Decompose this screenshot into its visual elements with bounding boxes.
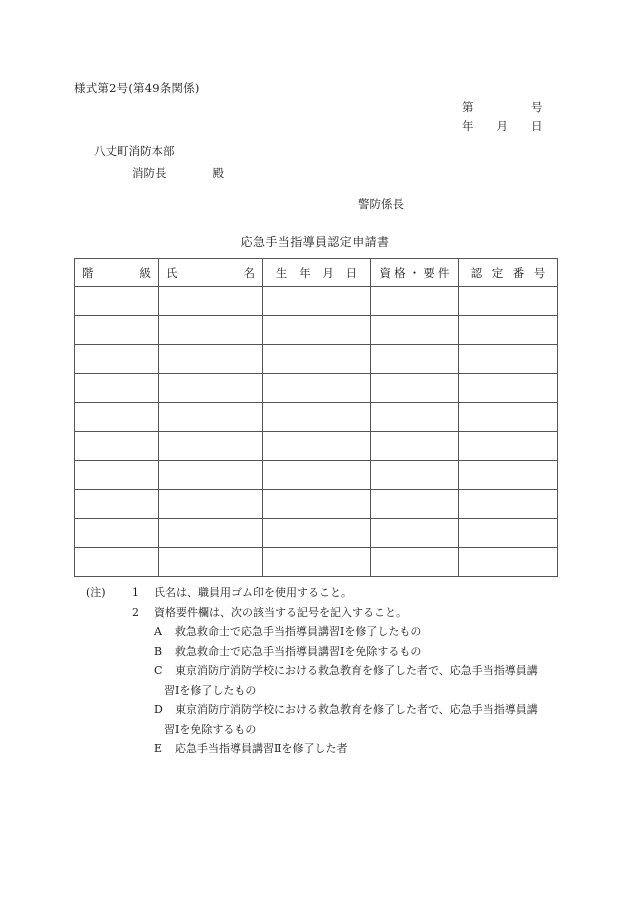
table-row bbox=[75, 490, 558, 519]
table-cell-name[interactable] bbox=[159, 519, 263, 548]
table-cell-name[interactable] bbox=[159, 374, 263, 403]
qualification-option-b bbox=[154, 642, 586, 662]
table-cell-name[interactable] bbox=[159, 490, 263, 519]
table-cell-certnumber[interactable] bbox=[459, 374, 558, 403]
addressee-block bbox=[94, 140, 224, 184]
notes-marker: (注) bbox=[86, 586, 106, 599]
table-header-rank bbox=[75, 259, 159, 287]
table-cell-name[interactable] bbox=[159, 432, 263, 461]
table-cell-name[interactable] bbox=[159, 345, 263, 374]
table-cell-rank[interactable] bbox=[75, 461, 159, 490]
table-row bbox=[75, 403, 558, 432]
header-char: 名 bbox=[243, 265, 255, 280]
header-cell-qualification-inner bbox=[371, 265, 458, 281]
header-char: ・ bbox=[408, 265, 421, 280]
header-char: 階 bbox=[82, 265, 94, 280]
option-text: 応急手当指導員講習Ⅱを修了した者 bbox=[175, 742, 348, 755]
option-text: 救急救命士で応急手当指導員講習Ⅰを免除するもの bbox=[175, 644, 422, 658]
table-cell-certnumber[interactable] bbox=[459, 548, 558, 577]
qualification-option-a bbox=[154, 622, 586, 642]
applicant-title: 警防係長 bbox=[358, 197, 404, 211]
option-text-continuation: 習Ⅰを修了したもの bbox=[164, 683, 257, 697]
header-char: 級 bbox=[139, 265, 151, 280]
page-title: 応急手当指導員認定申請書 bbox=[240, 235, 390, 249]
header-cell-rank-inner bbox=[75, 265, 158, 281]
option-letter: C bbox=[154, 664, 163, 677]
table-row bbox=[75, 548, 558, 577]
table-cell-birthdate[interactable] bbox=[263, 461, 371, 490]
table-cell-qualification[interactable] bbox=[371, 490, 459, 519]
table-header-name bbox=[159, 259, 263, 287]
table-cell-birthdate[interactable] bbox=[263, 316, 371, 345]
table-cell-certnumber[interactable] bbox=[459, 345, 558, 374]
header-char: 年 bbox=[299, 265, 311, 280]
table-row bbox=[75, 461, 558, 490]
addressee-organization: 八丈町消防本部 bbox=[94, 144, 175, 158]
table-cell-certnumber[interactable] bbox=[459, 316, 558, 345]
applicant-table-container bbox=[74, 258, 557, 577]
option-letter: E bbox=[154, 742, 163, 755]
table-cell-certnumber[interactable] bbox=[459, 287, 558, 316]
table-row bbox=[75, 287, 558, 316]
option-text: 救急救命士で応急手当指導員講習Ⅰを修了したもの bbox=[175, 625, 422, 638]
table-cell-qualification[interactable] bbox=[371, 403, 459, 432]
table-cell-qualification[interactable] bbox=[371, 287, 459, 316]
header-char: 番 bbox=[512, 265, 525, 280]
table-cell-rank[interactable] bbox=[75, 374, 159, 403]
header-char: 生 bbox=[275, 265, 288, 280]
addressee-chief: 消防長 殿 bbox=[132, 166, 224, 180]
table-cell-name[interactable] bbox=[159, 287, 263, 316]
table-cell-rank[interactable] bbox=[75, 316, 159, 345]
table-row bbox=[75, 345, 558, 374]
table-cell-qualification[interactable] bbox=[371, 316, 459, 345]
header-char: 氏 bbox=[166, 265, 178, 280]
document-meta-block bbox=[462, 98, 543, 136]
header-char: 定 bbox=[491, 265, 504, 280]
table-cell-name[interactable] bbox=[159, 461, 263, 490]
option-letter: D bbox=[154, 703, 163, 716]
table-cell-qualification[interactable] bbox=[371, 432, 459, 461]
option-letter: B bbox=[154, 644, 163, 658]
option-text-continuation: 習Ⅰを免除するもの bbox=[164, 722, 257, 736]
table-cell-rank[interactable] bbox=[75, 403, 159, 432]
qualification-option-e bbox=[154, 739, 586, 759]
header-cell-certnumber-inner bbox=[459, 265, 557, 281]
applicant-table bbox=[74, 258, 558, 577]
option-text: 東京消防庁消防学校における救急教育を修了した者で、応急手当指導員講 bbox=[175, 664, 538, 677]
table-cell-rank[interactable] bbox=[75, 432, 159, 461]
table-cell-rank[interactable] bbox=[75, 548, 159, 577]
table-cell-qualification[interactable] bbox=[371, 345, 459, 374]
table-cell-certnumber[interactable] bbox=[459, 490, 558, 519]
option-text: 東京消防庁消防学校における救急教育を修了した者で、応急手当指導員講 bbox=[175, 703, 538, 716]
header-char: 月 bbox=[322, 265, 334, 280]
table-cell-name[interactable] bbox=[159, 316, 263, 345]
table-cell-birthdate[interactable] bbox=[263, 345, 371, 374]
qualification-options-list bbox=[86, 622, 586, 759]
header-char: 要 bbox=[423, 265, 435, 280]
table-cell-qualification[interactable] bbox=[371, 548, 459, 577]
table-cell-certnumber[interactable] bbox=[459, 519, 558, 548]
note-item-2 bbox=[86, 603, 586, 623]
table-row bbox=[75, 374, 558, 403]
table-cell-rank[interactable] bbox=[75, 519, 159, 548]
table-cell-certnumber[interactable] bbox=[459, 403, 558, 432]
table-cell-birthdate[interactable] bbox=[263, 519, 371, 548]
table-cell-birthdate[interactable] bbox=[263, 403, 371, 432]
header-char: 日 bbox=[345, 265, 358, 280]
note-text-2: 資格要件欄は、次の該当する記号を記入すること。 bbox=[154, 605, 407, 619]
applicant-table-body bbox=[75, 259, 558, 577]
table-cell-name[interactable] bbox=[159, 403, 263, 432]
table-cell-qualification[interactable] bbox=[371, 461, 459, 490]
note-number-1: 1 bbox=[132, 586, 139, 599]
table-cell-qualification[interactable] bbox=[371, 519, 459, 548]
header-char: 号 bbox=[533, 265, 546, 280]
table-cell-birthdate[interactable] bbox=[263, 490, 371, 519]
note-text-1: 氏名は、職員用ゴム印を使用すること。 bbox=[154, 586, 352, 599]
table-header-qualification bbox=[371, 259, 459, 287]
table-cell-qualification[interactable] bbox=[371, 374, 459, 403]
document-date-line: 年 月 日 bbox=[462, 119, 543, 133]
table-header-birthdate bbox=[263, 259, 371, 287]
table-cell-rank[interactable] bbox=[75, 345, 159, 374]
table-cell-certnumber[interactable] bbox=[459, 432, 558, 461]
header-char: 件 bbox=[437, 265, 450, 280]
qualification-option-d bbox=[154, 700, 586, 720]
table-row bbox=[75, 316, 558, 345]
table-row bbox=[75, 519, 558, 548]
qualification-option-c bbox=[154, 661, 586, 681]
table-header-certnumber bbox=[459, 259, 558, 287]
header-cell-name-inner bbox=[159, 265, 262, 281]
table-cell-name[interactable] bbox=[159, 548, 263, 577]
header-char: 格 bbox=[394, 265, 406, 280]
table-header-row bbox=[75, 259, 558, 287]
header-char: 認 bbox=[470, 265, 483, 280]
note-item-1 bbox=[86, 583, 586, 603]
table-cell-birthdate[interactable] bbox=[263, 548, 371, 577]
table-cell-rank[interactable] bbox=[75, 287, 159, 316]
table-cell-birthdate[interactable] bbox=[263, 432, 371, 461]
table-cell-certnumber[interactable] bbox=[459, 461, 558, 490]
table-cell-birthdate[interactable] bbox=[263, 374, 371, 403]
table-row bbox=[75, 432, 558, 461]
notes-section bbox=[86, 583, 586, 759]
table-cell-birthdate[interactable] bbox=[263, 287, 371, 316]
notes-marker-spacer bbox=[86, 603, 132, 623]
option-letter: A bbox=[154, 625, 162, 638]
document-number-line: 第 号 bbox=[462, 100, 543, 114]
table-cell-rank[interactable] bbox=[75, 490, 159, 519]
header-cell-birthdate-inner bbox=[263, 265, 370, 281]
form-number: 様式第2号(第49条関係) bbox=[74, 81, 200, 95]
note-number-2: 2 bbox=[132, 605, 139, 619]
header-char: 資 bbox=[379, 265, 392, 280]
